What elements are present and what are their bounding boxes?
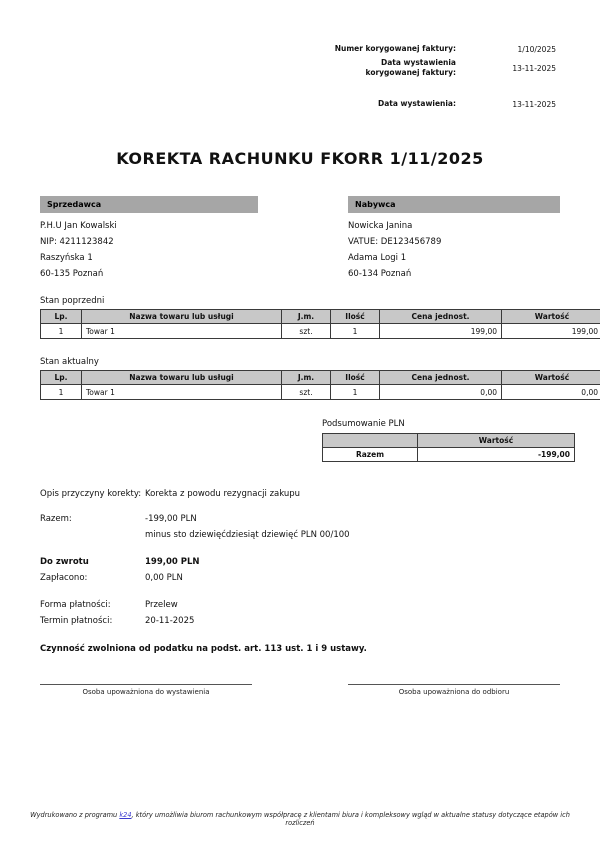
issuer-signature-block: [40, 684, 252, 696]
seller-street: Raszyńska 1: [40, 253, 93, 263]
refund-value: 199,00 PLN: [145, 557, 200, 567]
refund-label: Do zwrotu: [40, 557, 89, 567]
buyer-section-header: Nabywca: [348, 196, 560, 213]
tax-exemption-note: Czynność zwolniona od podatku na podst. art. 113 ust. 1 i 9 ustawy.: [40, 644, 367, 654]
column-header-lp: Lp.: [41, 371, 82, 385]
total-label: Razem:: [40, 514, 72, 524]
correction-reason-value: Korekta z powodu rezygnacji zakupu: [145, 489, 301, 499]
page-title: KOREKTA RACHUNKU FKORR 1/11/2025: [116, 149, 484, 168]
buyer-block: [348, 196, 560, 282]
corrected-invoice-date-value: 13-11-2025: [512, 63, 556, 73]
cell-unit-price: 0,00: [380, 385, 502, 400]
payment-method-label: Forma płatności:: [40, 600, 111, 610]
seller-city: 60-135 Poznań: [40, 269, 104, 279]
payment-method-row: [40, 597, 560, 613]
buyer-details: [348, 218, 560, 282]
signature-line: [40, 684, 252, 685]
document-meta: [326, 44, 556, 114]
parties-section: [40, 196, 560, 282]
column-header-quantity: Ilość: [331, 310, 380, 324]
footer-program-link[interactable]: k24: [119, 811, 132, 819]
column-header-unit-price: Cena jednost.: [380, 310, 502, 324]
payment-method-value: Przelew: [145, 600, 178, 610]
summary-row-value: -199,00: [418, 448, 575, 462]
column-header-lp: Lp.: [41, 310, 82, 324]
corrected-invoice-number-label: Numer korygowanej faktury:: [334, 44, 456, 53]
cell-quantity: 1: [331, 324, 380, 339]
issuer-signature-label: Osoba upoważniona do wystawienia: [82, 688, 210, 696]
summary-caption: Podsumowanie PLN: [322, 419, 405, 429]
total-amount: -199,00 PLN: [145, 514, 197, 524]
seller-block: [40, 196, 258, 282]
seller-details: [40, 218, 258, 282]
table-row: [41, 385, 600, 400]
summary-header-row: [323, 434, 575, 448]
meta-row: [326, 58, 556, 78]
signature-line: [348, 684, 560, 685]
cell-value: 199,00: [502, 324, 600, 339]
column-header-quantity: Ilość: [331, 371, 380, 385]
cell-name: Towar 1: [82, 385, 282, 400]
previous-state-table: [40, 309, 600, 339]
footer-text: [15, 811, 585, 827]
buyer-street: Adama Logi 1: [348, 253, 407, 263]
seller-tax-id: NIP: 4211123842: [40, 237, 114, 247]
cell-unit: szt.: [282, 324, 331, 339]
seller-name: P.H.U Jan Kowalski: [40, 221, 117, 231]
buyer-name: Nowicka Janina: [348, 221, 413, 231]
previous-state-section: [40, 296, 598, 339]
correction-reason-row: [40, 486, 560, 502]
cell-quantity: 1: [331, 385, 380, 400]
cell-unit-price: 199,00: [380, 324, 502, 339]
column-header-unit: J.m.: [282, 310, 331, 324]
column-header-value: Wartość: [502, 310, 600, 324]
summary-section: [322, 419, 570, 462]
issue-date-label: Data wystawienia:: [377, 99, 456, 109]
summary-row: [323, 448, 575, 462]
cell-value: 0,00: [502, 385, 600, 400]
current-state-table: [40, 370, 600, 400]
cell-lp: 1: [41, 385, 82, 400]
table-row: [41, 324, 600, 339]
total-amount-in-words: minus sto dziewięćdziesiąt dziewięć PLN 00/100: [145, 530, 350, 540]
payment-due-row: [40, 613, 560, 629]
cell-unit: szt.: [282, 385, 331, 400]
summary-table: [322, 433, 575, 462]
corrected-invoice-date-label: Data wystawienia korygowanej faktury:: [365, 58, 456, 78]
seller-section-header: Sprzedawca: [40, 196, 258, 213]
footer-suffix: , który umożliwia biurom rachunkowym współpracę z klientami biura i kompleksowy wgląd w aktualne statusy dotyczące etapów ich rozliczeń: [131, 811, 570, 827]
issue-date-value: 13-11-2025: [512, 99, 556, 109]
footer-prefix: Wydrukowano z programu: [30, 811, 120, 819]
current-state-caption: Stan aktualny: [40, 357, 99, 367]
refund-row: [40, 554, 560, 570]
summary-row-label: Razem: [323, 448, 418, 462]
buyer-tax-id: VATUE: DE123456789: [348, 237, 442, 247]
summary-value-header: Wartość: [418, 434, 575, 448]
column-header-name: Nazwa towaru lub usługi: [82, 371, 282, 385]
column-header-name: Nazwa towaru lub usługi: [82, 310, 282, 324]
summary-empty-header: [323, 434, 418, 448]
cell-lp: 1: [41, 324, 82, 339]
column-header-unit-price: Cena jednost.: [380, 371, 502, 385]
current-state-section: [40, 357, 598, 400]
paid-value: 0,00 PLN: [145, 573, 183, 583]
paid-row: [40, 570, 560, 586]
meta-row: [326, 99, 556, 109]
receiver-signature-block: [348, 684, 560, 696]
previous-state-caption: Stan poprzedni: [40, 296, 105, 306]
total-value-block: [145, 511, 560, 543]
column-header-value: Wartość: [502, 371, 600, 385]
buyer-city: 60-134 Poznań: [348, 269, 412, 279]
paid-label: Zapłacono:: [40, 573, 88, 583]
correction-reason-label: Opis przyczyny korekty:: [40, 489, 142, 499]
receiver-signature-label: Osoba upoważniona do odbioru: [398, 688, 510, 696]
corrected-invoice-number-value: 1/10/2025: [517, 44, 556, 54]
details-section: [40, 486, 560, 657]
column-header-unit: J.m.: [282, 371, 331, 385]
table-header-row: [41, 310, 600, 324]
total-row: [40, 511, 560, 543]
signatures-section: [40, 684, 560, 696]
payment-due-label: Termin płatności:: [40, 616, 113, 626]
table-header-row: [41, 371, 600, 385]
meta-row: [326, 44, 556, 54]
cell-name: Towar 1: [82, 324, 282, 339]
payment-due-value: 20-11-2025: [145, 616, 195, 626]
